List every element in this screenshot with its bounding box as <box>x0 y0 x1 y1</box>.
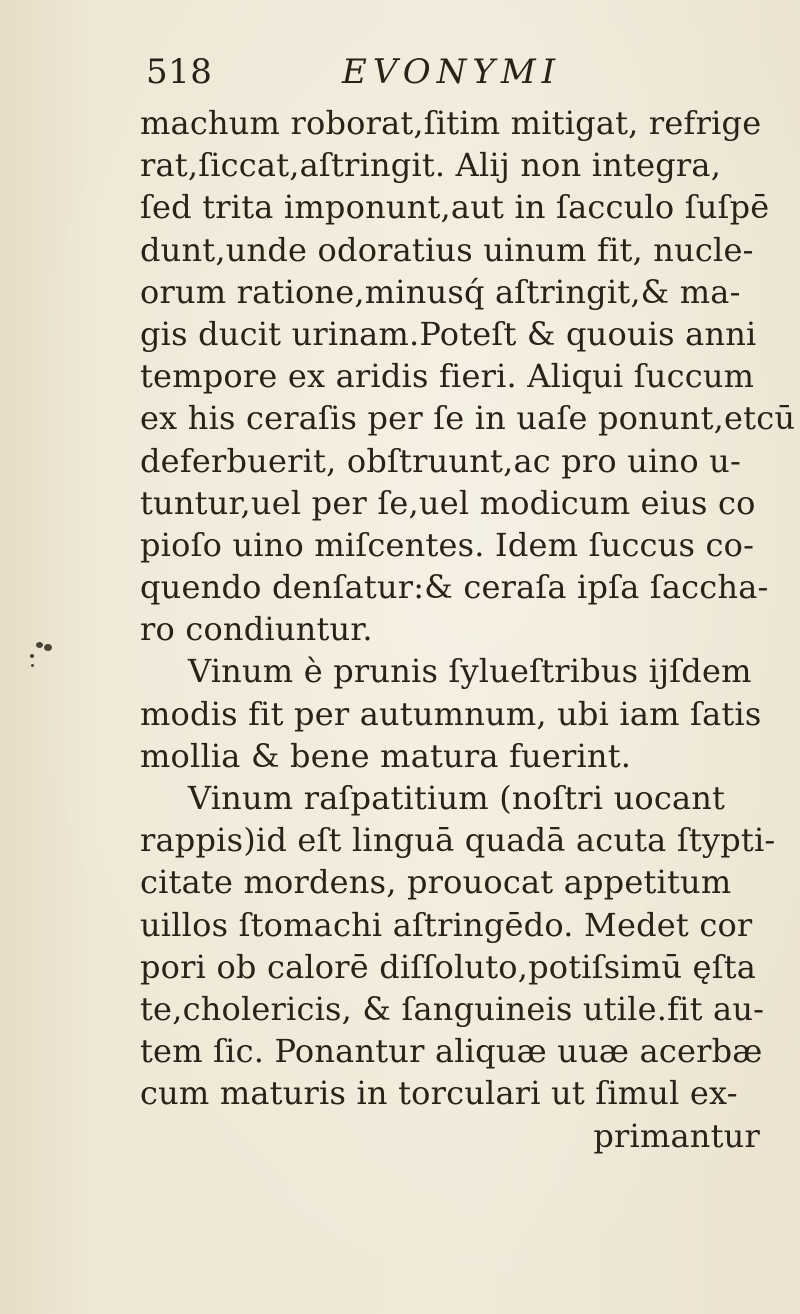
paragraph-first-line: Vinum è prunis ſylueſtribus ijſdem <box>188 652 752 691</box>
ink-smudge-mark <box>30 640 60 676</box>
text-line: tempore ex aridis fieri. Aliqui ſuccum <box>140 357 755 396</box>
page-number: 518 <box>146 52 213 92</box>
text-line: rat,ſiccat,aſtringit. Alij non integra, <box>140 146 722 185</box>
text-line: te,cholericis, & ſanguineis utile.fit au- <box>140 989 765 1028</box>
paragraph-first-line: Vinum raſpatitium (noſtri uocant <box>188 779 726 817</box>
text-line: pori ob calorē diſſoluto,potiſsimū ęſta <box>140 947 757 986</box>
text-line: cum maturis in torculari ut ſimul ex- <box>140 1074 738 1113</box>
text-line: dunt,unde odoratius uinum fit, nucle- <box>140 230 754 269</box>
text-line: pioſo uino miſcentes. Idem ſuccus co- <box>140 525 755 564</box>
page-header <box>146 44 766 104</box>
text-line: modis fit per autumnum, ubi iam ſatis <box>140 694 762 733</box>
body-text <box>140 102 796 1157</box>
text-line: orum ratione,minusq́ aſtringit,& ma- <box>140 272 741 311</box>
text-line: tem ſic. Ponantur aliquæ uuæ acerbæ <box>140 1032 763 1071</box>
text-line: tuntur,uel per ſe,uel modicum eius co <box>140 483 756 522</box>
text-line: ex his ceraſis per ſe in uaſe ponunt,etcū <box>140 399 796 438</box>
text-line: gis ducit urinam.Poteſt & quouis anni <box>140 314 757 353</box>
text-line: mollia & bene matura fuerint. <box>140 736 632 775</box>
text-line: uillos ſtomachi aſtringēdo. Medet cor <box>140 905 753 944</box>
catchword: primantur <box>593 1116 760 1155</box>
text-line: quendo denſatur:& ceraſa ipſa ſaccha- <box>140 568 769 607</box>
text-line: citate mordens, prouocat appetitum <box>140 863 732 902</box>
text-line: ro condiuntur. <box>140 610 373 649</box>
running-title: EVONYMI <box>342 52 562 92</box>
text-line: rappis)id eſt linguā quadā acuta ſtypti- <box>140 821 776 860</box>
text-line: ſed trita imponunt,aut in ſacculo ſuſpē <box>140 188 770 227</box>
text-line: machum roborat,ſitim mitigat, refrige <box>140 104 762 142</box>
text-line: deferbuerit, obſtruunt,ac pro uino u- <box>140 441 741 480</box>
